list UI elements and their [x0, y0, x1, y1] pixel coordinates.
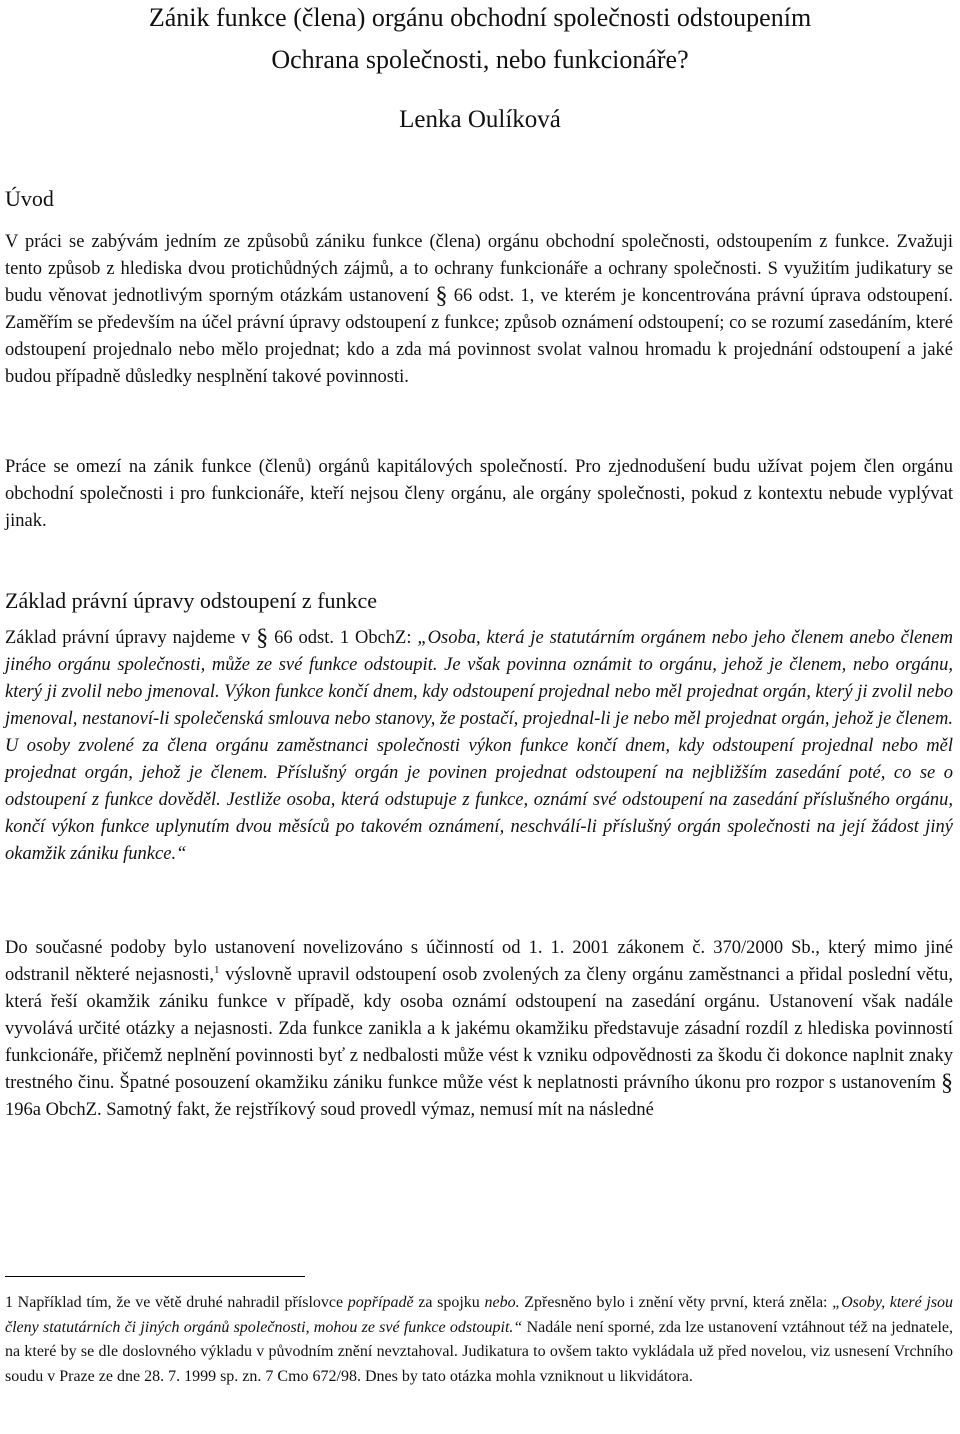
p4-text-b: výslovně upravil odstoupení osob zvolených za členy orgánu zaměstnanci a přidal poslední větu, která řeší okamžik zániku funkce v případě, kdy osoba oznámí odstoupení na zasedání orgánu. Ustanovení však nadále vyvolává určité otázky a nejasnosti. Zda funkce zanikla a k jakému okamžiku představuje zásadní rozdíl z hlediska povinností funkcionáře, přičemž neplnění povinnosti byť z nedbalosti může vést k vzniku odpovědnosti za škodu či dokonce naplnit znaky trestného činu. Špatné posouzení okamžiku zániku funkce může vést k neplatnosti právního úkonu pro rozpor s ustanovením — [5, 965, 954, 1093]
title-line-2: Ochrana společnosti, nebo funkcionáře? — [271, 45, 689, 74]
footnote-1 — [5, 1291, 953, 1389]
section-sign: § — [435, 283, 448, 309]
section-sign: § — [256, 625, 269, 651]
p1-text-b: 66 odst. 1, ve kterém je koncentrována právní úprava odstoupení. Zaměřím se především na účel právní úpravy odstoupení z funkce; způsob oznámení odstoupení; co se rozumí zasedáním, které odstoupení projednalo nebo mělo projednat; kdo a zda má povinnost svolat valnou hromadu k projednání odstoupení a jaké budou případně důsledky nesplnění takové povinnosti. — [5, 286, 953, 387]
section-sign: § — [941, 1070, 953, 1096]
p4-text-a: Do současné podoby bylo ustanovení novelizováno s účinností od 1. 1. 2001 zákonem č. 370/2000 Sb., který mimo jiné odstranil některé nejasnosti, — [5, 938, 953, 985]
title-line-1: Zánik funkce (člena) orgánu obchodní společnosti odstoupením — [148, 3, 812, 32]
fn-text-c: Zpřesněno bylo i znění věty první, která zněla: — [524, 1294, 828, 1311]
footnote-ref[interactable]: 1 — [213, 963, 220, 976]
p1-text: V práci se zabývám jedním ze způsobů zániku funkce (člena) orgánu obchodní společnosti, odstoupením z funkce. Zvažuji tento způsob z hlediska dvou protichůdných zájmů, a to ochrany funkcionáře a ochrany společnosti. S využitím judikatury se budu věnovat jednotlivým sporným otázkám ustanovení — [5, 232, 953, 306]
section-heading-intro: Úvod — [5, 186, 54, 211]
footnote-divider — [5, 1276, 305, 1277]
paragraph-intro-2: Práce se omezí na zánik funkce (členů) orgánů kapitálových společností. Pro zjednodušení budu užívat pojem člen orgánu obchodní společnosti i pro funkcionáře, kteří nejsou členy orgánu, ale orgány společnosti, pokud z kontextu nebude vyplývat jinak. — [5, 457, 953, 531]
paragraph-legal-basis — [5, 625, 953, 868]
fn-italic-3: „Osoby, které jsou členy statutárních či jiných orgánů společnosti, mohou ze své funkce odstoupit.“ — [5, 1294, 954, 1336]
footnote-number: 1 — [5, 1294, 13, 1311]
fn-text-b: za spojku — [418, 1294, 480, 1311]
fn-text-d: Nadále není sporné, zda lze ustanovení vztáhnout též na jednatele, na které by se dle doslovného výkladu v původním znění nevztahoval. Judikatura to ovšem takto vykládala už před novelou, viz usnesení Vrchního soudu v Praze ze dne 28. 7. 1999 sp. zn. 7 Cmo 672/98. Dnes by tato otázka mohla vzniknout u likvidátora. — [5, 1318, 954, 1385]
fn-text-a: Například tím, že ve větě druhé nahradil příslovce — [17, 1294, 344, 1311]
p3-text-a: Základ právní úpravy najdeme v — [5, 628, 251, 648]
p3-text-b: 66 odst. 1 ObchZ: — [274, 628, 412, 648]
p4-text-c: 196a ObchZ. Samotný fakt, že rejstříkový soud provedl výmaz, nemusí mít na následné — [5, 1100, 654, 1120]
paragraph-amendment — [5, 935, 953, 1124]
fn-italic-1: popřípadě — [347, 1294, 414, 1311]
section-heading-legal-basis: Základ právní úpravy odstoupení z funkce — [5, 588, 378, 613]
fn-italic-2: nebo. — [484, 1294, 520, 1311]
paragraph-intro-1 — [5, 229, 953, 391]
statute-quote: „Osoba, která je statutárním orgánem nebo jeho členem anebo členem jiného orgánu společnosti, může ze své funkce odstoupit. Je však povinna oznámit to orgánu, jehož je členem, nebo orgánu, který ji zvolil nebo jmenoval. Výkon funkce končí dnem, kdy odstoupení projednal nebo měl projednat orgán, který ji zvolil nebo jmenoval, nestanoví-li společenská smlouva nebo stanovy, že postačí, projednal-li je nebo měl projednat orgán, jehož je členem. U osoby zvolené za člena orgánu zaměstnanci společnosti výkon funkce končí dnem, kdy odstoupení projednal nebo měl projednat orgán, jehož je členem. Příslušný orgán je povinen projednat odstoupení na nejbližším zasedání poté, co se o odstoupení z funkce dověděl. Jestliže osoba, která odstupuje z funkce, oznámí své odstoupení na zasedání příslušného orgánu, končí výkon funkce uplynutím dvou měsíců po takovém oznámení, neschválí-li příslušný orgán společnosti na její žádost jiný okamžik zániku funkce.“ — [5, 628, 953, 864]
author-name: Lenka Oulíková — [399, 106, 561, 133]
